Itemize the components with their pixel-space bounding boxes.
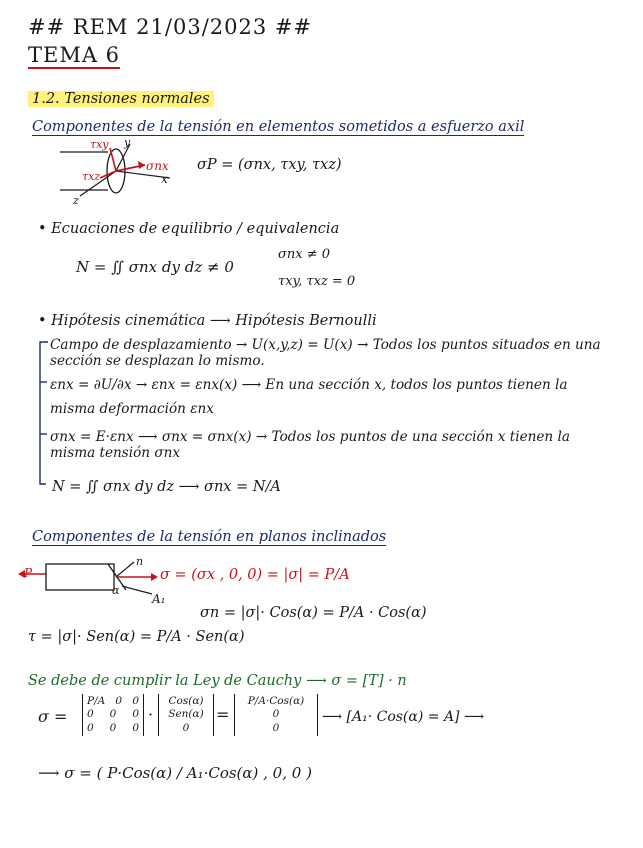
tensor-cell: 0 — [115, 695, 123, 708]
sigma-n-eq: σn = |σ|· Cos(α) = P/A · Cos(α) — [200, 605, 427, 621]
hypothesis-1a: Campo de desplazamiento → U(x,y,z) = U(x) → Todos los puntos situados en una — [50, 337, 601, 353]
stress-vector-eq: σP = (σnx, τxy, τxz) — [197, 157, 342, 173]
dot-operator: · — [148, 705, 154, 724]
normal-cell: Cos(α) — [168, 695, 204, 708]
normal-cell: Sen(α) — [168, 708, 204, 721]
result-cell: 0 — [272, 721, 280, 734]
axis-z-label: z — [73, 194, 79, 207]
hypothesis-3a: σnx = E·εnx ⟶ σnx = σnx(x) → Todos los puntos de una sección x tienen la — [50, 429, 570, 445]
subheading-1 — [32, 118, 524, 136]
tensor-cell: 0 — [132, 695, 139, 708]
hypothesis-2a: εnx = ∂U/∂x → εnx = εnx(x) ⟶ En una sección x, todos los puntos tienen la — [50, 377, 568, 393]
result-cell: P/A·Cos(α) — [247, 695, 305, 708]
tensor-cell: 0 — [87, 721, 94, 734]
matrix-lhs: σ = — [38, 707, 68, 726]
equals-sign: = — [216, 705, 230, 724]
tema-title — [28, 43, 121, 67]
tensor-row-1 — [87, 696, 139, 707]
cauchy-law: Se debe de cumplir la Ley de Cauchy ⟶ σ = [T] · n — [28, 673, 407, 689]
section-label: 1.2. Tensiones normales — [28, 91, 214, 107]
normal-n-label: n — [136, 555, 144, 568]
hypothesis-4: N = ∬ σnx dy dz ⟶ σnx = N/A — [52, 479, 281, 495]
hypothesis-3b: misma tensión σnx — [50, 445, 181, 461]
normal-vector-matrix — [158, 694, 214, 736]
tau-xz-label: τxz — [82, 170, 101, 183]
axis-y-label: y — [124, 136, 131, 149]
tensor-cell: 0 — [109, 708, 117, 721]
tau-xy-label: τxy — [90, 138, 109, 151]
normal-force-eq: N = ∬ σnx dy dz ≠ 0 — [76, 258, 234, 276]
result-vector-matrix — [234, 694, 318, 736]
tensor-cell: 0 — [109, 721, 117, 734]
alpha-label: α — [112, 584, 120, 597]
subheading-1-label: Componentes de la tensión en elementos sometidos a esfuerzo axil — [32, 119, 525, 135]
tensor-row-3 — [87, 723, 139, 734]
subheading-2 — [32, 528, 386, 546]
stress-tensor-matrix — [82, 694, 144, 736]
area-relation: ⟶ [A₁· Cos(α) = A] ⟶ — [322, 709, 485, 725]
sigma-vector-inclined: σ = (σx , 0, 0) = |σ| = P/A — [160, 567, 350, 583]
tensor-cell: P/A — [87, 695, 106, 708]
tensor-cell: 0 — [132, 721, 139, 734]
tensor-cell: 0 — [132, 708, 139, 721]
area-A1-label: A₁ — [152, 592, 166, 606]
inclined-plane-diagram — [16, 558, 166, 608]
tensor-row-2 — [87, 709, 139, 720]
header-date: ## REM 21/03/2023 ## — [28, 15, 313, 39]
section-heading — [28, 90, 214, 108]
force-P-label: P — [24, 566, 33, 580]
equilibrium-title: • Ecuaciones de equilibrio / equivalencia — [38, 221, 340, 237]
hypothesis-2b: misma deformación εnx — [50, 401, 214, 417]
hypothesis-title: • Hipótesis cinemática ⟶ Hipótesis Bernoulli — [38, 313, 377, 329]
axis-x-label: x — [161, 172, 168, 186]
result-cell: 0 — [272, 708, 280, 721]
normal-cell: 0 — [182, 721, 190, 734]
final-stress-vector: ⟶ σ = ( P·Cos(α) / A₁·Cos(α) , 0, 0 ) — [38, 764, 312, 782]
tensor-cell: 0 — [87, 708, 94, 721]
hypothesis-1b: sección se desplazan lo mismo. — [50, 353, 265, 369]
tau-eq: τ = |σ|· Sen(α) = P/A · Sen(α) — [28, 629, 245, 645]
sigma-nx-label: σnx — [146, 159, 169, 173]
tema-label: TEMA 6 — [28, 43, 121, 67]
sigma-nonzero: σnx ≠ 0 — [278, 247, 331, 262]
subheading-2-label: Componentes de la tensión en planos inclinados — [32, 529, 387, 545]
tau-zero: τxy, τxz = 0 — [278, 274, 356, 289]
